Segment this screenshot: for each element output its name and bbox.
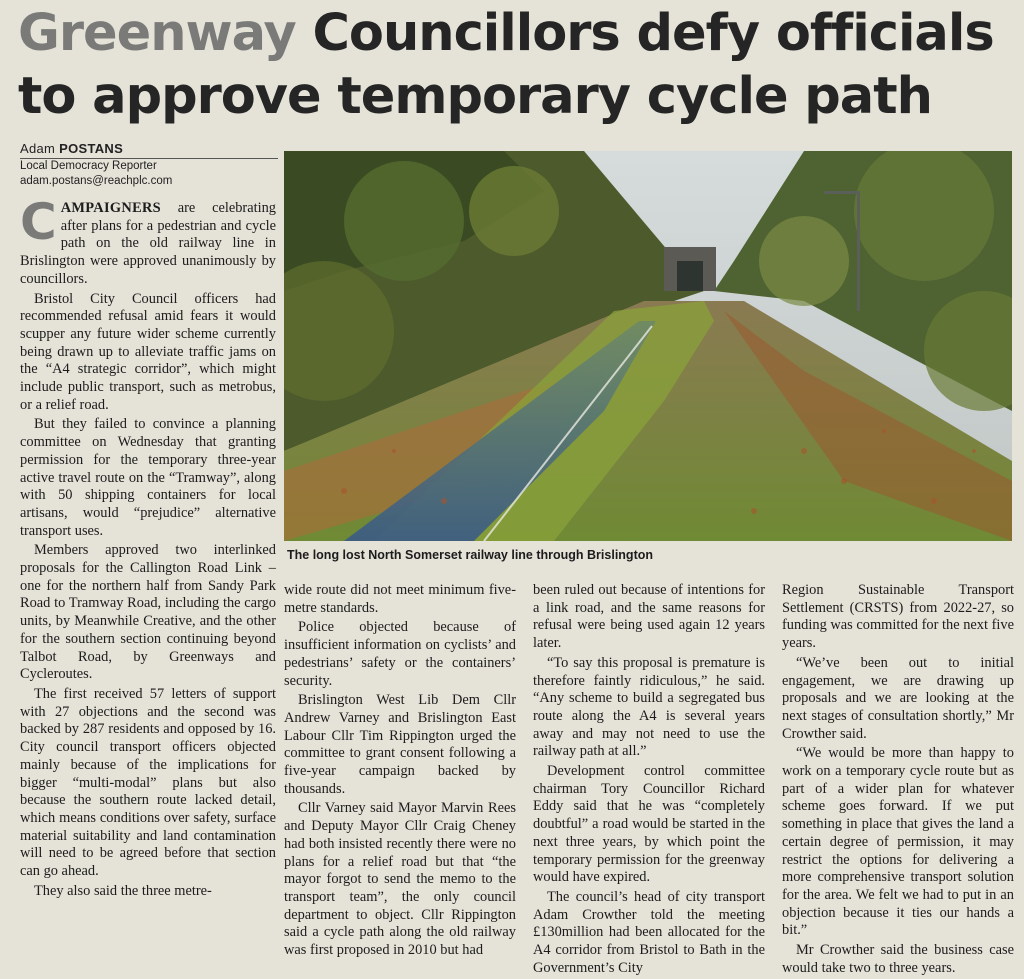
headline-kicker: Greenway xyxy=(18,4,296,63)
article-photo xyxy=(284,151,1012,541)
paragraph: “We would be more than happy to work on a temporary cycle route but as part of a wider plan for whatever scheme goes forward. If we put something in place that gives the land a certain degree of permission, it may restrict the options for delivering a more comprehensive transport solution for the area. We felt we had to put in an objection because it ties our hands a bit.” xyxy=(782,745,1014,939)
headline xyxy=(18,2,1018,128)
article-column-3 xyxy=(533,582,765,979)
article-column-4 xyxy=(782,582,1014,979)
paragraph: They also said the three metre- xyxy=(34,882,212,899)
railway-path-image xyxy=(284,151,1012,541)
drop-cap: C xyxy=(20,193,57,251)
lead-paragraph xyxy=(20,193,276,289)
byline-role: Local Democracy Reporter xyxy=(20,160,157,172)
lead-caps: AMPAIGNERS xyxy=(60,200,161,216)
paragraph: But they failed to convince a planning committee on Wednesday that granting permission for the temporary three-year active travel route on the “Tramway”, along with 50 shipping containers for local artisans, would “prejudice” alternative transport uses. xyxy=(20,416,276,539)
headline-text: Councillors defy officials to approve temporary cycle path xyxy=(18,4,994,126)
paragraph: Mr Crowther said the business case would take two to three years. xyxy=(782,942,1014,976)
paragraph: Bristol City Council officers had recommended refusal amid fears it would scupper any future wider scheme currently being drawn up to alleviate traffic jams on the “A4 strategic corridor”, which might include public transport, such as metrobus, or a relief road. xyxy=(20,290,276,413)
paragraph: been ruled out because of intentions for a link road, and the same reasons for refusal were being used again 12 years later. xyxy=(533,582,765,652)
paragraph: wide route did not meet minimum five-metre standards. xyxy=(284,582,516,616)
paragraph: The first received 57 letters of support with 27 objections and the second was backed by 287 residents and opposed by 16. City council transport officers objected mainly because of the implications for bigger “multi-modal” plans but also because the southern route lacked detail, which means conditions over safety, surface material suitability and land contamination will need to be agreed before that section can go ahead. xyxy=(20,685,276,880)
article-column-2 xyxy=(284,582,516,962)
paragraph: Region Sustainable Transport Settlement (CRSTS) from 2022-27, so funding was committed for the next five years. xyxy=(782,582,1014,652)
paragraph: Police objected because of insufficient information on cyclists’ and pedestrians’ safety or the containers’ security. xyxy=(284,619,516,689)
byline-email[interactable]: adam.postans@reachplc.com xyxy=(20,175,173,187)
paragraph: “We’ve been out to initial engagement, we are drawing up proposals and we are looking at the next stages of consultation shortly,” Mr Crowther said. xyxy=(782,654,1014,742)
byline xyxy=(20,141,278,189)
paragraph: Cllr Varney said Mayor Marvin Rees and Deputy Mayor Cllr Craig Cheney had both insisted recently there were no plans for a relief road but that “the mayor forgot to send the memo to the transport team”, the only council department to object. Cllr Rippington said a cycle path along the old railway was first proposed in 2010 but had xyxy=(284,800,516,959)
lead-text: are celebrating after plans for a pedestrian and cycle path on the old railway line in Brislington were approved unanimously by councillors. xyxy=(20,200,276,287)
author-first-name: Adam xyxy=(20,141,56,156)
paragraph: Development control committee chairman Tory Councillor Richard Eddy said that he was “completely doubtful” a road would be started in the next three years, by which point the temporary permission for the greenway would have expired. xyxy=(533,763,765,886)
paragraph: The council’s head of city transport Adam Crowther told the meeting £130million had been allocated for the A4 corridor from Bristol to Bath in the Government’s City xyxy=(533,888,765,976)
article-column-1 xyxy=(20,193,276,902)
byline-author xyxy=(20,141,278,159)
paragraph: Brislington West Lib Dem Cllr Andrew Varney and Brislington East Labour Cllr Tim Rippington urged the committee to grant consent following a five-year campaign backed by thousands. xyxy=(284,692,516,797)
photo-caption: The long lost North Somerset railway line through Brislington xyxy=(287,548,653,562)
author-last-name: POSTANS xyxy=(59,141,124,156)
paragraph: Members approved two interlinked proposals for the Callington Road Link – one for the northern half from Sandy Park Road to Tramway Road, including the cargo units, by Meanwhile Creative, and the other for the southern section continuing beyond Talbot Road, by Greenways and Cycleroutes. xyxy=(20,542,276,683)
paragraph: “To say this proposal is premature is therefore faintly ridiculous,” he said. “Any scheme to build a segregated bus route along the A4 is several years away and may not need to use the railway path at all.” xyxy=(533,654,765,760)
